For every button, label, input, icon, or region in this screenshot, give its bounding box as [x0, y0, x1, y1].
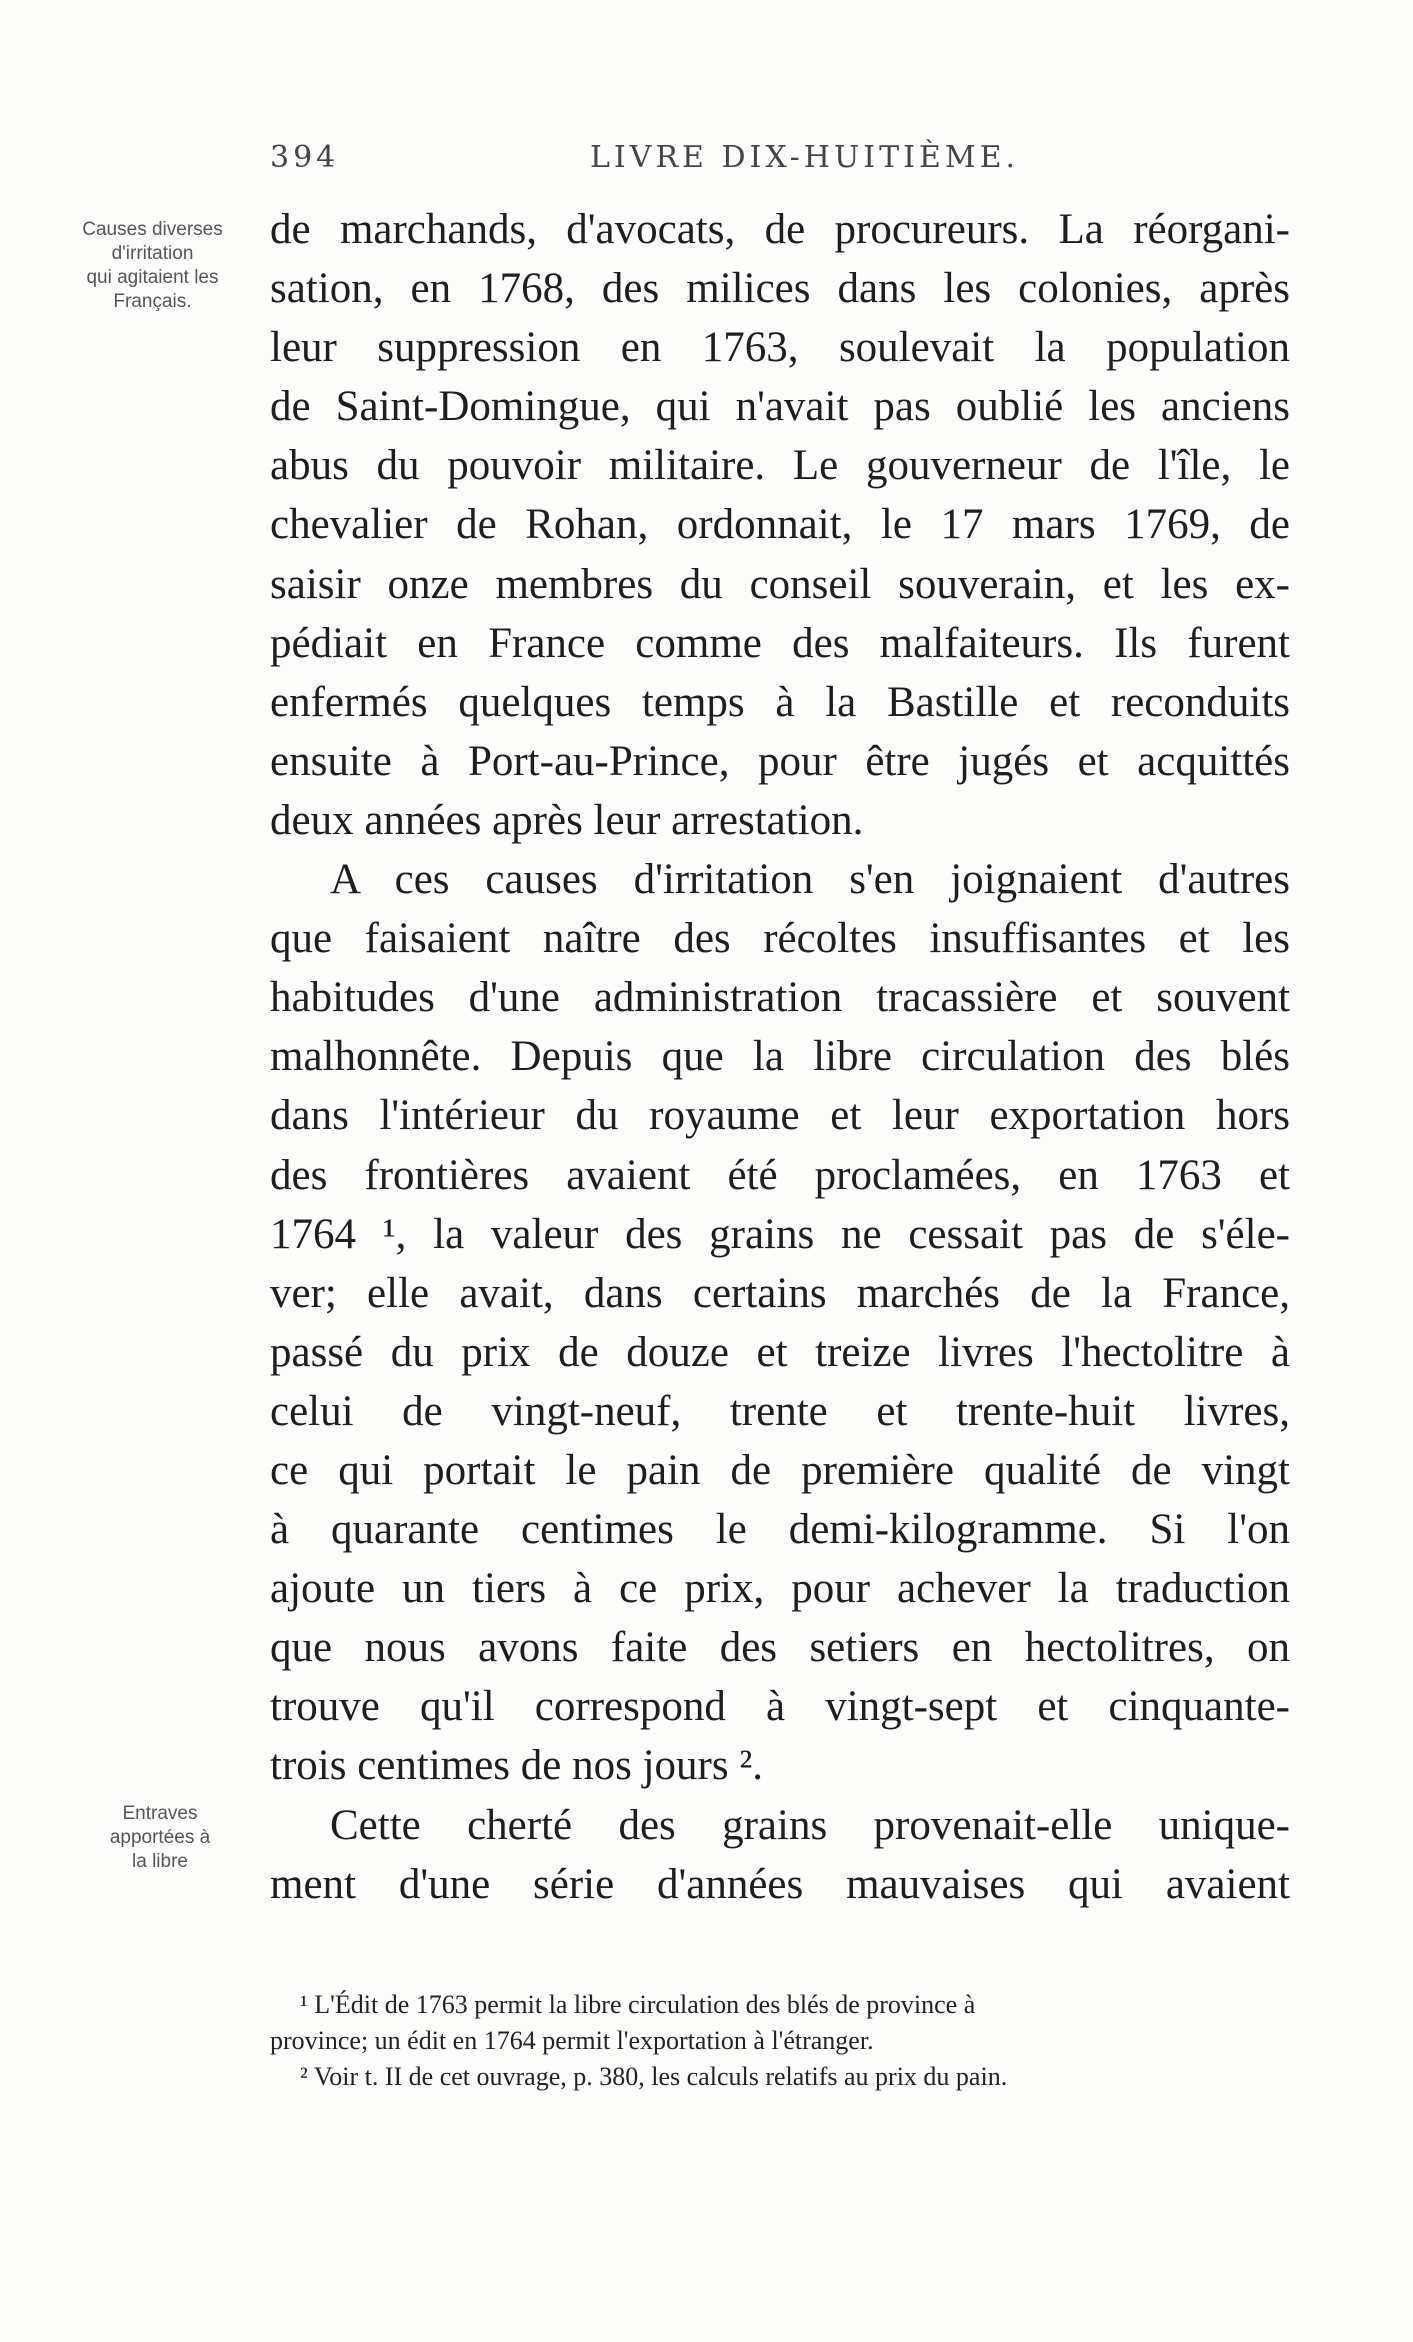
body-line: sation, en 1768, des milices dans les colonies, après: [270, 265, 1290, 313]
body-line: à quarante centimes le demi-kilogramme. Si l'on: [270, 1506, 1290, 1554]
body-line: pédiait en France comme des malfaiteurs. Ils furent: [270, 619, 1290, 667]
body-text: [270, 200, 1290, 1914]
margin-note-line: Entraves: [122, 1803, 198, 1824]
body-line: que nous avons faite des setiers en hectolitres, on: [270, 1624, 1290, 1672]
body-line: 1764 ¹, la valeur des grains ne cessait pas de s'éle-: [270, 1210, 1290, 1258]
body-line: deux années après leur arrestation.: [270, 796, 864, 844]
margin-note-entraves: [70, 1802, 250, 1874]
body-line-paragraph-start: Cette cherté des grains provenait-elle unique-: [330, 1801, 1290, 1849]
body-line: celui de vingt-neuf, trente et trente-huit livres,: [270, 1387, 1290, 1435]
page-header: [270, 140, 1270, 180]
footnote-2: ² Voir t. II de cet ouvrage, p. 380, les calculs relatifs au prix du pain.: [300, 2062, 1008, 2091]
body-line: que faisaient naître des récoltes insuffisantes et les: [270, 915, 1290, 963]
margin-note-line: qui agitaient les: [86, 267, 219, 288]
body-line: dans l'intérieur du royaume et leur exportation hors: [270, 1092, 1290, 1140]
page-number: 394: [270, 140, 340, 175]
margin-note-line: Français.: [113, 291, 192, 312]
body-line: trouve qu'il correspond à vingt-sept et cinquante-: [270, 1683, 1290, 1731]
body-line: ce qui portait le pain de première qualité de vingt: [270, 1446, 1290, 1494]
body-line: leur suppression en 1763, soulevait la population: [270, 324, 1290, 372]
body-line: malhonnête. Depuis que la libre circulation des blés: [270, 1033, 1290, 1081]
body-line: ver; elle avait, dans certains marchés de la France,: [270, 1269, 1290, 1317]
body-line: ensuite à Port-au-Prince, pour être jugés et acquittés: [270, 737, 1290, 785]
body-line: ajoute un tiers à ce prix, pour achever la traduction: [270, 1565, 1290, 1613]
margin-note-line: d'irritation: [111, 243, 194, 264]
body-line: ment d'une série d'années mauvaises qui avaient: [270, 1860, 1290, 1908]
footnotes: [270, 1987, 1290, 2095]
margin-note-line: la libre: [132, 1851, 188, 1872]
margin-note-line: Causes diverses: [82, 219, 223, 240]
body-line-paragraph-start: A ces causes d'irritation s'en joignaient d'autres: [330, 856, 1290, 904]
body-line: saisir onze membres du conseil souverain, et les ex-: [270, 560, 1290, 608]
running-title: LIVRE DIX-HUITIÈME.: [590, 140, 1019, 175]
body-line: habitudes d'une administration tracassière et souvent: [270, 974, 1290, 1022]
body-line: passé du prix de douze et treize livres l'hectolitre à: [270, 1328, 1290, 1376]
body-line: trois centimes de nos jours ².: [270, 1742, 763, 1790]
body-line: des frontières avaient été proclamées, en 1763 et: [270, 1151, 1290, 1199]
body-line: enfermés quelques temps à la Bastille et reconduits: [270, 678, 1290, 726]
body-line: de Saint-Domingue, qui n'avait pas oublié les anciens: [270, 383, 1290, 431]
footnote-1-line-1: ¹ L'Édit de 1763 permit la libre circulation des blés de province à: [300, 1990, 976, 2019]
body-line: chevalier de Rohan, ordonnait, le 17 mars 1769, de: [270, 501, 1290, 549]
margin-note-line: apportées à: [109, 1827, 211, 1848]
body-line: abus du pouvoir militaire. Le gouverneur de l'île, le: [270, 442, 1290, 490]
footnote-1-line-2: province; un édit en 1764 permit l'exportation à l'étranger.: [270, 2026, 874, 2055]
body-line: de marchands, d'avocats, de procureurs. La réorgani-: [270, 206, 1290, 253]
margin-note-causes: [40, 218, 265, 314]
